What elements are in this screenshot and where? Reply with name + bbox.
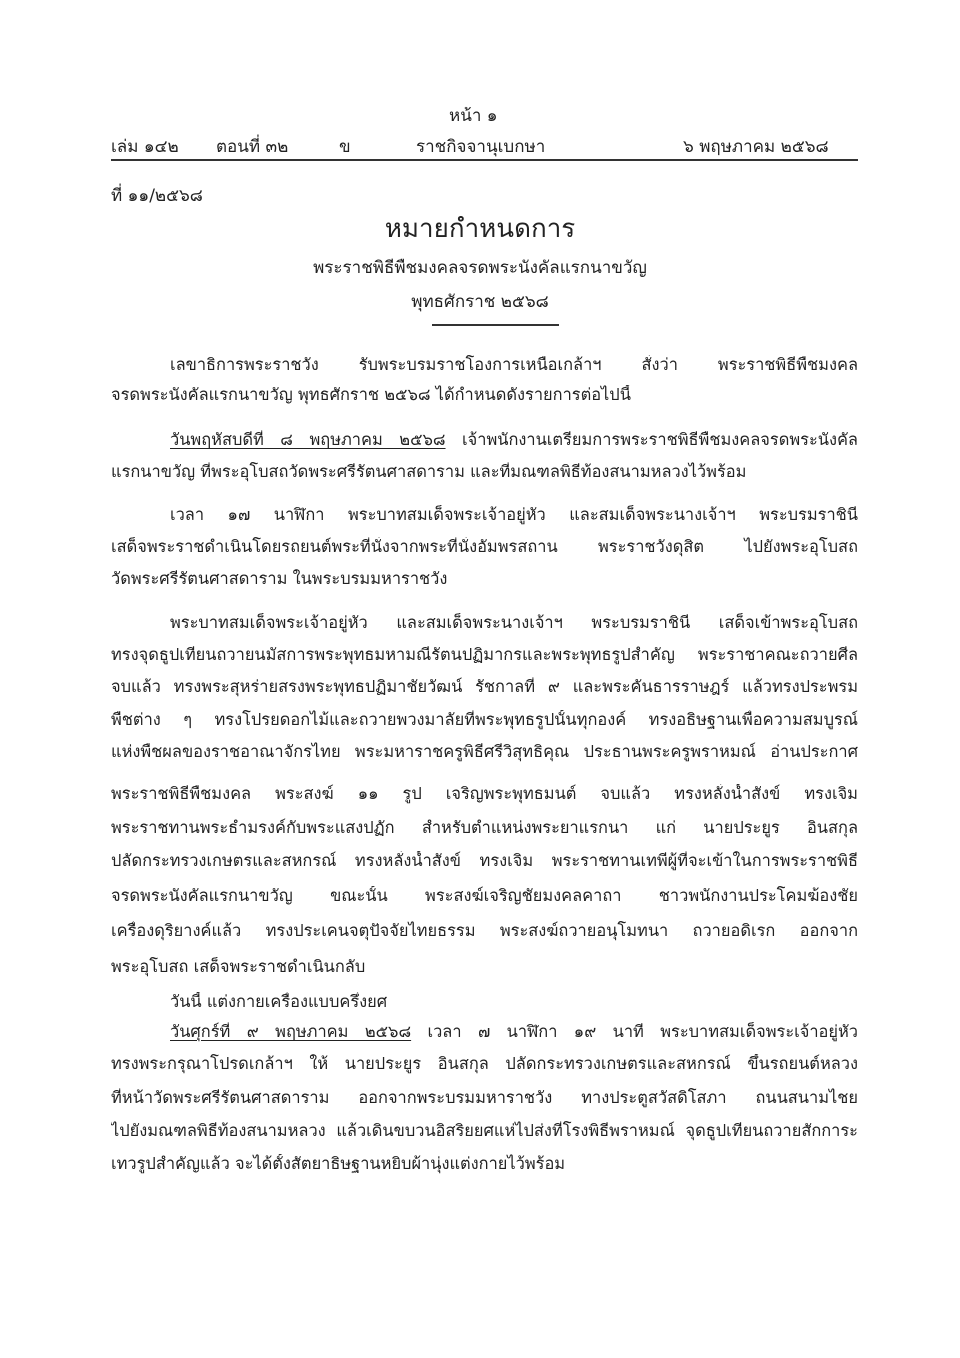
body-line: แห่งพืชผลของราชอาณาจักรไทย พระมหาราชครูพิธีศรีวิสุทธิคุณ ประธานพระครูพราหมณ์ อ่านประกาศ bbox=[111, 742, 858, 761]
body-line: จรดพระนังคัลแรกนาขวัญ ขณะนั้น พระสงฆ์เจริญชัยมงคลคาถา ชาวพนักงานประโคมฆ้องชัย bbox=[111, 886, 858, 905]
body-line: จรดพระนังคัลแรกนาขวัญ พุทธศักราช ๒๕๖๘ ได้กำหนดดังรายการต่อไปนี้ bbox=[111, 385, 631, 404]
body-line: พระอุโบสถ เสด็จพระราชดำเนินกลับ bbox=[111, 957, 366, 976]
body-line: ทรงพระกรุณาโปรดเกล้าฯ ให้ นายประยูร อินสกุล ปลัดกระทรวงเกษตรและสหกรณ์ ขึ้นรถยนต์หลวง bbox=[111, 1054, 858, 1073]
body-line: ปลัดกระทรวงเกษตรและสหกรณ์ ทรงหลั่งน้ำสังข์ ทรงเจิม พระราชทานเทพีผู้ที่จะเข้าในการพระราชพิธี bbox=[111, 851, 858, 870]
body-line: พืชต่าง ๆ ทรงโปรยดอกไม้และถวายพวงมาลัยที่พระพุทธรูปนั้นทุกองค์ ทรงอธิษฐานเพื่อความสมบูรณ์ bbox=[111, 710, 858, 729]
publication-name: ราชกิจจานุเบกษา bbox=[416, 137, 546, 157]
date-heading: วันศุกร์ที่ ๙ พฤษภาคม ๒๕๖๘ bbox=[170, 1022, 412, 1041]
publication-date: ๖ พฤษภาคม ๒๕๖๘ bbox=[683, 137, 829, 157]
document-subtitle: พระราชพิธีพืชมงคลจรดพระนังคัลแรกนาขวัญ bbox=[313, 258, 647, 278]
body-line: พระราชพิธีพืชมงคล พระสงฆ์ ๑๑ รูป เจริญพระพุทธมนต์ จบแล้ว ทรงหลั่งน้ำสังข์ ทรงเจิม bbox=[111, 784, 858, 803]
section-number: ตอนที่ ๓๒ bbox=[216, 137, 289, 157]
body-line: วันพฤหัสบดีที่ ๘ พฤษภาคม ๒๕๖๘ เจ้าพนักงานเตรียมการพระราชพิธีพืชมงคลจรดพระนังคัล bbox=[170, 430, 858, 449]
body-line: พระราชทานพระธำมรงค์กับพระแสงปฏัก สำหรับตำแหน่งพระยาแรกนา แก่ นายประยูร อินสกุล bbox=[111, 818, 858, 837]
document-year: พุทธศักราช ๒๕๖๘ bbox=[411, 292, 549, 312]
body-line: ไปยังมณฑลพิธีท้องสนามหลวง แล้วเดินขบวนอิสริยยศแห่ไปส่งที่โรงพิธีพราหมณ์ จุดธูปเทียนถวายสักการะ bbox=[111, 1121, 858, 1140]
document-number: ที่ ๑๑/๒๕๖๘ bbox=[111, 186, 203, 206]
volume-number: เล่ม ๑๔๒ bbox=[111, 137, 179, 157]
body-line: พระบาทสมเด็จพระเจ้าอยู่หัว และสมเด็จพระนางเจ้าฯ พระบรมราชินี เสด็จเข้าพระอุโบสถ bbox=[170, 613, 858, 632]
body-line: ที่หน้าวัดพระศรีรัตนศาสดาราม ออกจากพระบรมมหาราชวัง ทางประตูสวัสดิโสภา ถนนสนามไชย bbox=[111, 1088, 858, 1107]
section-type: ข bbox=[339, 137, 351, 157]
body-line: วันนี้ แต่งกายเครื่องแบบครึ่งยศ bbox=[170, 992, 388, 1011]
title-divider bbox=[432, 324, 559, 326]
page-number: หน้า ๑ bbox=[449, 106, 498, 126]
document-title: หมายกำหนดการ bbox=[384, 214, 576, 244]
body-line: ทรงจุดธูปเทียนถวายนมัสการพระพุทธมหามณีรัตนปฏิมากรและพระพุทธรูปสำคัญ พระราชาคณะถวายศีล bbox=[111, 645, 858, 664]
body-line: เทวรูปสำคัญแล้ว จะได้ตั้งสัตยาธิษฐานหยิบผ้านุ่งแต่งกายไว้พร้อม bbox=[111, 1154, 566, 1173]
body-line: แรกนาขวัญ ที่พระอุโบสถวัดพระศรีรัตนศาสดาราม และที่มณฑลพิธีท้องสนามหลวงไว้พร้อม bbox=[111, 462, 747, 481]
header-divider bbox=[111, 159, 858, 161]
body-line: จบแล้ว ทรงพระสุหร่ายสรงพระพุทธปฏิมาชัยวัฒน์ รัชกาลที่ ๙ และพระคันธารราษฎร์ แล้วทรงประพรม bbox=[111, 677, 858, 696]
date-heading: วันพฤหัสบดีที่ ๘ พฤษภาคม ๒๕๖๘ bbox=[170, 430, 446, 449]
body-line: วัดพระศรีรัตนศาสดาราม ในพระบรมมหาราชวัง bbox=[111, 569, 448, 588]
body-line: เวลา ๑๗ นาฬิกา พระบาทสมเด็จพระเจ้าอยู่หัว และสมเด็จพระนางเจ้าฯ พระบรมราชินี bbox=[170, 505, 858, 524]
body-line: เครื่องดุริยางค์แล้ว ทรงประเคนจตุปัจจัยไทยธรรม พระสงฆ์ถวายอนุโมทนา ถวายอดิเรก ออกจาก bbox=[111, 921, 858, 940]
body-line: เสด็จพระราชดำเนินโดยรถยนต์พระที่นั่งจากพระที่นั่งอัมพรสถาน พระราชวังดุสิต ไปยังพระอุโบสถ bbox=[111, 537, 858, 556]
body-line: เลขาธิการพระราชวัง รับพระบรมราชโองการเหนือเกล้าฯ สั่งว่า พระราชพิธีพืชมงคล bbox=[170, 355, 858, 374]
body-line: วันศุกร์ที่ ๙ พฤษภาคม ๒๕๖๘ เวลา ๗ นาฬิกา ๑๙ นาที พระบาทสมเด็จพระเจ้าอยู่หัว bbox=[170, 1022, 858, 1041]
